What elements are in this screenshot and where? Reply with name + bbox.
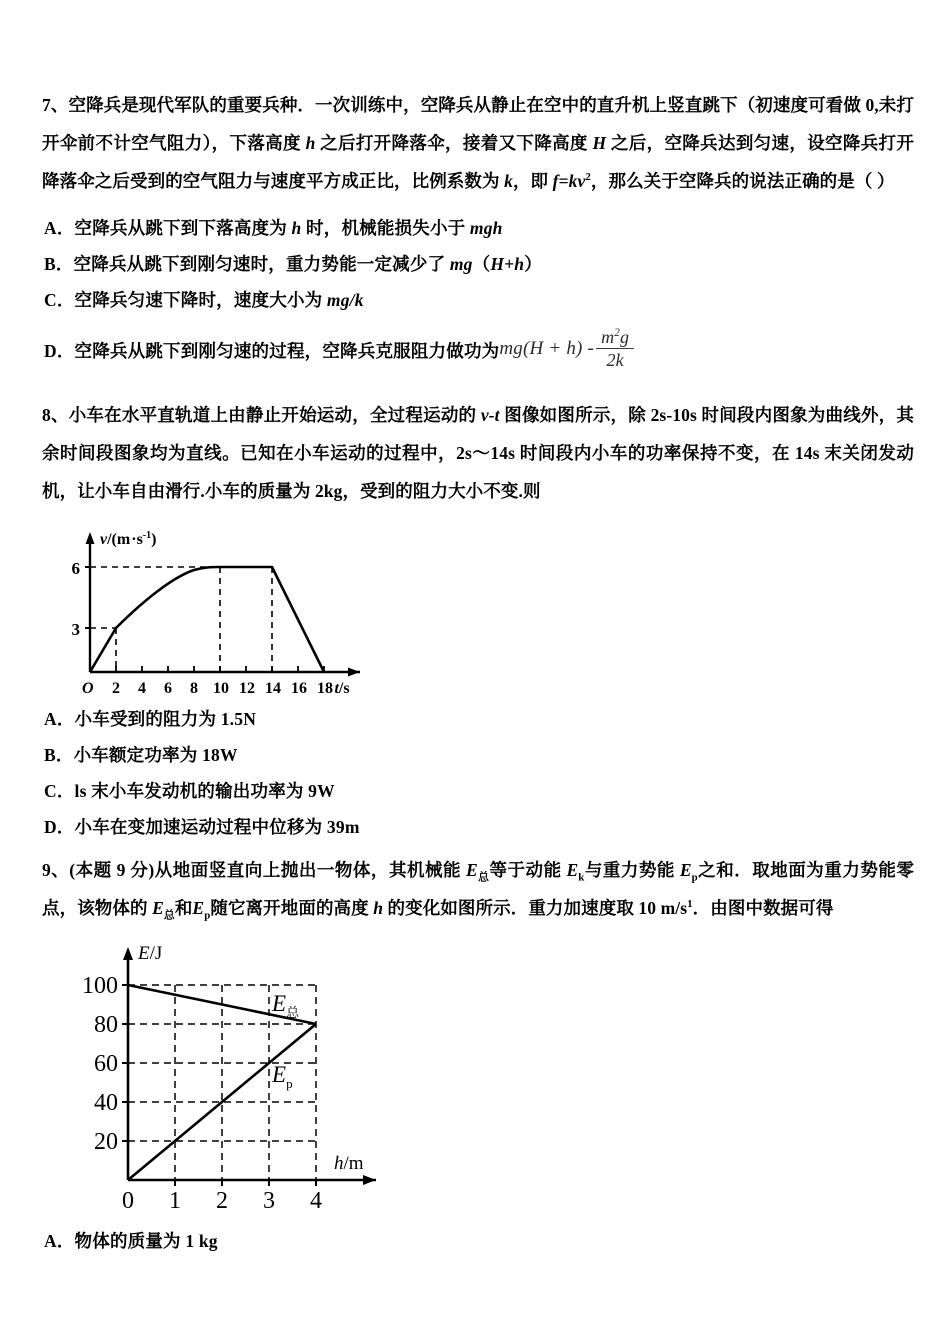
q9-stem-superscript: 1: [687, 898, 693, 911]
q8-option-a-letter: A．: [44, 708, 75, 729]
q7-formula-fraction: [596, 328, 634, 371]
q7-option-c[interactable]: [44, 282, 914, 318]
q8-ylabel-3: 3: [71, 619, 80, 639]
q7-stem-part4: ，即: [512, 171, 553, 191]
q9-symbol-E-total: E: [465, 859, 478, 880]
q7-symbol-f-exponent: 2: [585, 171, 591, 184]
q8-option-c[interactable]: [44, 773, 914, 809]
q8-option-d-letter: D．: [44, 816, 75, 837]
q7-option-a-sym-h: h: [291, 218, 302, 238]
q9-stem-part5: 和: [174, 897, 193, 918]
q8-vt-svg: [60, 522, 400, 697]
q8-stem-part1: 小车在水平直轨道上由静止开始运动，全过程运动的: [68, 404, 481, 425]
q8-x-axis-caption: t/s: [334, 679, 350, 697]
q8-xlabel-2: 2: [112, 679, 120, 697]
q8-vt-curve: [90, 567, 324, 672]
q9-option-a-text: 物体的质量为 1 kg: [74, 1230, 218, 1251]
q8-x-axis-arrow: [348, 667, 360, 676]
q9-ylabel-100: 100: [82, 972, 118, 999]
q9-stem-part8: ．由图中数据可得: [692, 897, 834, 918]
q9-stem-part1: (本题 9 分)从地面竖直向上抛出一物体，其机械能: [69, 859, 466, 880]
q8-number: 8、: [42, 404, 69, 425]
q9-number: 9、: [42, 859, 70, 880]
q7-option-a-sym-mgh: mgh: [469, 218, 503, 238]
q7-option-d-letter: D．: [44, 341, 75, 361]
q9-symbol-Ep-2: E: [192, 897, 205, 918]
q7-stem-part1: 空降兵是现代军队的重要兵种．一次训练中，空降兵从静止在空中的直升机上竖直跳下（初速度可看做 0,未打开伞前不计空气阻力），下落高度: [42, 95, 915, 153]
q8-y-axis-arrow: [86, 532, 95, 544]
q7-formula-lead: mg(H + h) -: [499, 337, 595, 359]
q8-option-d[interactable]: [44, 809, 914, 845]
q8-y-axis-caption: $v/(m\cdot s^{-1})$: [100, 529, 157, 548]
q7-option-c-sym-mgk: mg/k: [326, 290, 364, 310]
q7-formula-denominator: 2k: [596, 348, 634, 371]
q8-option-a-text: 小车受到的阻力为 1.5N: [74, 708, 257, 729]
q9-symbol-Ep-2-sub: p: [204, 909, 211, 922]
q7-option-a-text-1: 空降兵从跳下到下落高度为: [74, 218, 292, 238]
q9-symbol-Ek-sub: k: [578, 871, 585, 884]
q7-option-c-letter: C．: [44, 290, 75, 310]
q7-option-b-sym-mg: mg: [449, 254, 473, 274]
q7-option-b-text-1: 空降兵从跳下到刚匀速时，重力势能一定减少了: [73, 254, 450, 274]
question-7-stem: [42, 86, 914, 200]
q7-symbol-k: k: [504, 171, 513, 191]
q9-xlabel-1: 1: [169, 1187, 181, 1214]
q8-xlabel-10: 10: [213, 679, 229, 697]
q7-option-c-text-1: 空降兵匀速下降时，速度大小为: [74, 290, 327, 310]
q8-xlabel-14: 14: [265, 679, 281, 697]
q7-option-b-letter: B．: [44, 254, 74, 274]
q8-velocity-time-figure: [60, 522, 400, 697]
q9-symbol-E-total-sub: 总: [477, 871, 490, 884]
q8-xlabel-8: 8: [190, 679, 198, 697]
q8-option-d-text: 小车在变加速运动过程中位移为 39m: [74, 816, 360, 837]
q8-option-c-text: ls 末小车发动机的输出功率为 9W: [74, 780, 335, 801]
q7-formula-num-tail: g: [620, 326, 630, 347]
question-9-stem: [42, 851, 914, 927]
q7-option-a[interactable]: [44, 210, 914, 246]
q8-option-c-letter: C．: [44, 780, 75, 801]
q8-stem-part2: 图像如图所示，除 2s-10s 时间段内图象为曲线外，其余时间段图象均为直线。已知在小车运动的过程中，2s～14s 时间段内小车的功率保持不变，在 14s 末关闭发动机，让小车自由滑行.小车的质量为 2kg，受到的阻力大小不变.则: [42, 404, 914, 501]
q9-ylabel-80: 80: [94, 1011, 118, 1038]
q8-symbol-vt: v-t: [480, 404, 500, 425]
q9-stem-part3: 与重力势能: [584, 859, 680, 880]
q7-option-b-text-3: ）: [524, 254, 542, 274]
q8-origin-label: O: [82, 679, 94, 697]
q9-energy-height-figure: [76, 935, 416, 1215]
q8-ylabel-6: 6: [71, 558, 80, 578]
q7-number: 7、: [42, 95, 69, 115]
q9-eh-svg: [76, 935, 416, 1215]
q7-stem-part3: 之后，空降兵达到匀速，设空降兵打开降落伞之后受到的空气阻力与速度平方成正比，比例系数为: [42, 133, 914, 191]
q9-symbol-h: h: [373, 897, 384, 918]
q7-option-b[interactable]: [44, 246, 914, 282]
q9-symbol-E-total-2-sub: 总: [163, 909, 175, 922]
q9-stem-part4: 之和．取地面为重力势能零点，该物体的: [42, 859, 915, 918]
q9-symbol-Ep: E: [679, 859, 692, 880]
q7-option-b-text-2: （: [472, 254, 491, 274]
q9-ylabel-40: 40: [94, 1089, 118, 1116]
q8-xlabel-16: 16: [291, 679, 307, 697]
q8-xlabel-12: 12: [239, 679, 255, 697]
q9-curve-label-e-total: $E_总$: [272, 990, 300, 1020]
q9-stem-part7: 的变化如图所示．重力加速度取 10 m/s: [383, 897, 688, 918]
q9-option-a[interactable]: [44, 1223, 914, 1259]
q8-option-a[interactable]: [44, 701, 914, 737]
q9-symbol-E-total-2: E: [152, 897, 164, 918]
q7-option-d-formula: [499, 326, 636, 372]
q7-symbol-h: h: [305, 133, 316, 153]
q7-symbol-H: H: [592, 133, 607, 153]
q7-option-d[interactable]: [44, 328, 914, 376]
q7-symbol-f: f=kv: [552, 171, 586, 191]
q7-formula-numerator: [596, 328, 634, 348]
q9-xlabel-4: 4: [310, 1187, 322, 1214]
q7-formula-num-exponent: 2: [614, 326, 621, 339]
q8-option-b[interactable]: [44, 737, 914, 773]
q7-stem-part5: ，那么关于空降兵的说法正确的是（ ）: [590, 171, 895, 191]
q8-option-b-text: 小车额定功率为 18W: [73, 744, 238, 765]
q9-xlabel-2: 2: [216, 1187, 228, 1214]
q9-ylabel-20: 20: [94, 1128, 118, 1155]
q8-xlabel-6: 6: [164, 679, 172, 697]
q9-stem-part2: 等于动能: [489, 859, 567, 880]
q9-y-axis-caption: E/J: [138, 942, 163, 964]
q7-option-b-sym-Hh: H+h: [490, 254, 525, 274]
q9-curve-label-ep: $E_p$: [272, 1061, 293, 1091]
q7-formula-num-base: m: [601, 326, 615, 347]
question-8-stem: [42, 396, 914, 510]
q9-option-a-letter: A．: [44, 1230, 75, 1251]
q7-option-a-letter: A．: [44, 218, 75, 238]
q7-stem-part2: 之后打开降落伞，接着又下降高度: [315, 133, 593, 153]
q9-stem-part6: 随它离开地面的高度: [210, 897, 374, 918]
q9-xlabel-3: 3: [263, 1187, 275, 1214]
q9-y-axis-arrow: [123, 947, 133, 960]
q9-x-axis-arrow: [363, 1175, 376, 1185]
page-content: [42, 86, 914, 1259]
q7-option-d-text-1: 空降兵从跳下到刚匀速的过程，空降兵克服阻力做功为: [74, 341, 500, 361]
q9-x-axis-caption: h/m: [334, 1152, 364, 1174]
q8-option-b-letter: B．: [44, 744, 74, 765]
q8-xlabel-4: 4: [138, 679, 146, 697]
q9-ylabel-60: 60: [94, 1050, 118, 1077]
q9-symbol-Ep-sub: p: [691, 871, 698, 884]
q8-xlabel-18: 18: [317, 679, 333, 697]
q9-origin-label: 0: [122, 1187, 134, 1214]
q9-symbol-Ek: E: [566, 859, 579, 880]
q7-option-a-text-2: 时，机械能损失小于: [301, 218, 470, 238]
